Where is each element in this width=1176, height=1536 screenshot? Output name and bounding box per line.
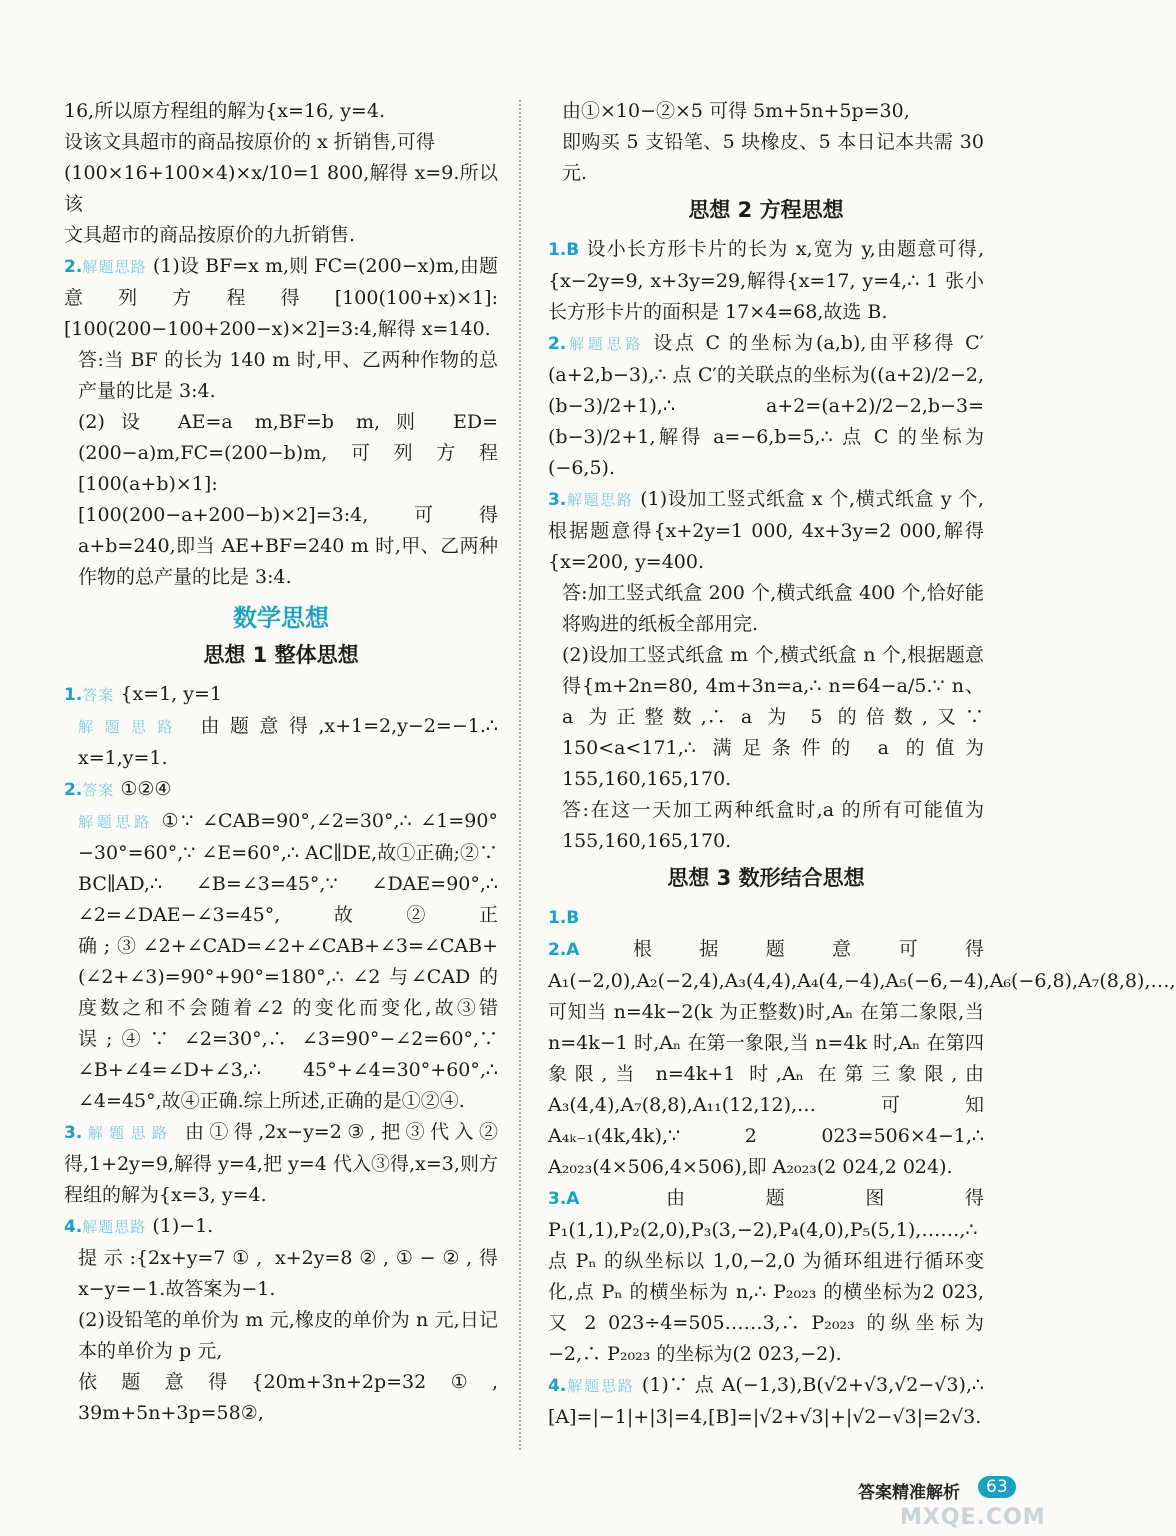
question-number: 3. xyxy=(548,490,567,510)
answer-paragraph xyxy=(548,795,984,857)
question-number: 1.B xyxy=(548,908,580,928)
question-number: 2.A xyxy=(548,940,580,960)
section-title: 数学思想 xyxy=(233,604,329,632)
answer-text: (100×16+100×4)×x/10=1 800,解得 x=9.所以该 xyxy=(64,162,498,215)
question-number: 2. xyxy=(64,257,83,277)
answer-tag: 答案 xyxy=(82,686,115,704)
answer-paragraph xyxy=(64,1117,498,1211)
answer-text: 16,所以原方程组的解为{x=16, y=4. xyxy=(64,100,385,122)
answer-paragraph xyxy=(64,220,498,251)
answer-paragraph xyxy=(64,711,498,774)
answer-text: 由题意得,x+1=2,y−2=−1.∴ x=1,y=1. xyxy=(78,715,498,769)
answer-text: 设该文具超市的商品按原价的 x 折销售,可得 xyxy=(64,131,435,153)
answer-text: 由①得,2x−y=2③,把③代入②得,1+2y=9,解得 y=4,把 y=4 代入③得,x=3,则方程组的解为{x=3, y=4. xyxy=(64,1121,498,1206)
answer-tag: 答案 xyxy=(82,781,115,799)
subsection-heading: 思想 3 数形结合思想 xyxy=(667,866,865,890)
answer-text: 即购买 5 支铅笔、5 块橡皮、5 本日记本共需 30 元. xyxy=(562,131,984,184)
footer-label: 答案精准解析 xyxy=(858,1483,960,1503)
answer-paragraph xyxy=(548,96,984,127)
answer-paragraph xyxy=(548,640,984,795)
answer-text: (1)设加工竖式纸盒 x 个,横式纸盒 y 个,根据题意得{x+2y=1 000, 4x+3y=2 000,解得{x=200, y=400. xyxy=(548,488,984,573)
answer-paragraph xyxy=(64,774,498,806)
answer-paragraph xyxy=(64,345,498,407)
answer-paragraph xyxy=(64,806,498,1117)
answer-text: 答:当 BF 的长为 140 m 时,甲、乙两种作物的总产量的比是 3:4. xyxy=(78,349,498,402)
answer-text: (1)设 BF=x m,则 FC=(200−x)m,由题意列方程得[100(100+x)×1]:[100(200−100+200−x)×2]=3:4,解得 x=140. xyxy=(64,255,498,340)
right-column xyxy=(548,96,1176,1433)
question-number: 2. xyxy=(64,780,83,800)
answer-tag: 解题思路 xyxy=(566,491,634,509)
page-number: 63 xyxy=(978,1476,1016,1498)
answer-tag: 解题思路 xyxy=(566,335,645,353)
answer-text: (1)−1. xyxy=(152,1215,214,1237)
answer-tag: 解题思路 xyxy=(82,1124,174,1142)
answer-tag: 解题思路 xyxy=(566,1377,635,1395)
answer-text: 设点 C 的坐标为(a,b),由平移得 C′(a+2,b−3),∴ 点 C′的关联点的坐标为((a+2)/2−2,(b−3)/2+1),∴ a+2=(a+2)/2−2,b−3=(b−3)/2+1,解得 a=−6,b=5,∴ 点 C 的坐标为(−6,5). xyxy=(548,332,984,479)
answer-paragraph xyxy=(64,1243,498,1305)
answer-paragraph xyxy=(548,328,984,484)
answer-tag: 解题思路 xyxy=(78,718,184,736)
question-number: 3.A xyxy=(548,1189,580,1209)
question-number: 1.B xyxy=(548,240,580,260)
answer-paragraph xyxy=(548,1370,984,1433)
subsection-heading: 思想 2 方程思想 xyxy=(688,198,844,222)
answer-paragraph xyxy=(64,1367,498,1429)
answer-text: 设小长方形卡片的长为 x,宽为 y,由题意可得,{x−2y=9, x+3y=29,解得{x=17, y=4,∴ 1 张小长方形卡片的面积是 17×4=68,故选 B. xyxy=(548,238,984,323)
answer-text: 由题图得 P₁(1,1),P₂(2,0),P₃(3,−2),P₄(4,0),P₅(5,1),……,∴ 点 Pₙ 的纵坐标以 1,0,−2,0 为循环组进行循环变化,点 Pₙ 的横坐标为 n,∴ P₂₀₂₃ 的横坐标为2 023,又 2 023÷4=505……3,∴ P₂₀₂₃ 的纵坐标为−2,∴ P₂₀₂₃ 的坐标为(2 023,−2). xyxy=(548,1187,984,1365)
question-number: 4. xyxy=(548,1376,567,1396)
answer-paragraph xyxy=(64,158,498,220)
answer-text: 提示:{2x+y=7①, x+2y=8②,①−②,得 x−y=−1.故答案为−1. xyxy=(78,1247,498,1300)
answer-text: ①②④ xyxy=(120,778,172,800)
answer-tag: 解题思路 xyxy=(82,1218,147,1236)
answer-paragraph xyxy=(64,407,498,593)
question-number: 4. xyxy=(64,1217,83,1237)
answer-text: {x=1, y=1 xyxy=(120,683,222,705)
answer-tag: 解题思路 xyxy=(78,813,153,831)
column-divider xyxy=(519,100,521,1450)
answer-paragraph xyxy=(548,578,984,640)
answer-paragraph xyxy=(64,127,498,158)
left-column xyxy=(64,96,498,1429)
answer-text: 由①×10−②×5 可得 5m+5n+5p=30, xyxy=(562,100,910,122)
answer-text: (2)设 AE=a m,BF=b m,则 ED=(200−a)m,FC=(200−b)m,可列方程[100(a+b)×1]:[100(200−a+200−b)×2]=3:4,可得 a+b=240,即当 AE+BF=240 m 时,甲、乙两种作物的总产量的比是 3:4. xyxy=(78,411,498,588)
answer-paragraph xyxy=(548,484,984,578)
answer-paragraph xyxy=(548,234,984,328)
answer-tag: 解题思路 xyxy=(82,258,147,276)
answer-text: 文具超市的商品按原价的九折销售. xyxy=(64,224,356,246)
question-number: 1. xyxy=(64,685,83,705)
question-number: 3. xyxy=(64,1123,83,1143)
answer-text: 答:在这一天加工两种纸盒时,a 的所有可能值为 155,160,165,170. xyxy=(562,799,984,852)
answer-text: 答:加工竖式纸盒 200 个,横式纸盒 400 个,恰好能将购进的纸板全部用完. xyxy=(562,582,984,635)
answer-paragraph xyxy=(64,679,498,711)
answer-paragraph xyxy=(64,1305,498,1367)
answer-text: (1)∵ 点 A(−1,3),B(√2+√3,√2−√3),∴ [A]=|−1|+|3|=4,[B]=|√2+√3|+|√2−√3|=2√3. xyxy=(548,1374,984,1428)
answer-text: 依题意得{20m+3n+2p=32①, 39m+5n+3p=58②, xyxy=(78,1371,498,1424)
subsection-heading: 思想 1 整体思想 xyxy=(203,643,359,667)
answer-text: (2)设加工竖式纸盒 m 个,横式纸盒 n 个,根据题意得{m+2n=80, 4m+3n=a,∴ n=64−a/5.∵ n、a 为正整数,∴ a 为 5 的倍数,又∵ 150<a<171,∴ 满足条件的 a 的值为 155,160,165,170. xyxy=(562,644,984,790)
answer-text: 根据题意可得 A₁(−2,0),A₂(−2,4),A₃(4,4),A₄(4,−4),A₅(−6,−4),A₆(−6,8),A₇(8,8),…,可知当 n=4k−2(k 为正整数)时,Aₙ 在第二象限,当 n=4k−1 时,Aₙ 在第一象限,当 n=4k 时,Aₙ 在第四象限,当 n=4k+1 时,Aₙ 在第三象限,由 A₃(4,4),A₇(8,8),A₁₁(12,12),…可知 A₄ₖ₋₁(4k,4k),∵ 2 023=506×4−1,∴ A₂₀₂₃(4×506,4×506),即 A₂₀₂₃(2 024,2 024). xyxy=(548,938,1176,1178)
answer-paragraph xyxy=(64,251,498,345)
watermark: MXQE.COM xyxy=(900,1505,1046,1530)
answer-paragraph xyxy=(548,127,984,189)
answer-text: (2)设铅笔的单价为 m 元,橡皮的单价为 n 元,日记本的单价为 p 元, xyxy=(78,1309,498,1362)
answer-paragraph xyxy=(548,1183,984,1370)
answer-paragraph xyxy=(64,96,498,127)
answer-paragraph xyxy=(548,934,1176,1183)
answer-paragraph xyxy=(64,1211,498,1243)
question-number: 2. xyxy=(548,334,567,354)
answer-text: ①∵ ∠CAB=90°,∠2=30°,∴ ∠1=90°−30°=60°,∵ ∠E=60°,∴ AC∥DE,故①正确;②∵ BC∥AD,∴ ∠B=∠3=45°,∵ ∠DAE=90°,∴ ∠2=∠DAE−∠3=45°,故②正确;③∠2+∠CAD=∠2+∠CAB+∠3=∠CAB+(∠2+∠3)=90°+90°=180°,∴ ∠2 与∠CAD 的度数之和不会随着∠2 的变化而变化,故③错误;④∵ ∠2=30°,∴ ∠3=90°−∠2=60°,∵ ∠B+∠4=∠D+∠3,∴ 45°+∠4=30°+60°,∴ ∠4=45°,故④正确.综上所述,正确的是①②④. xyxy=(78,810,498,1112)
answer-paragraph xyxy=(548,902,984,934)
